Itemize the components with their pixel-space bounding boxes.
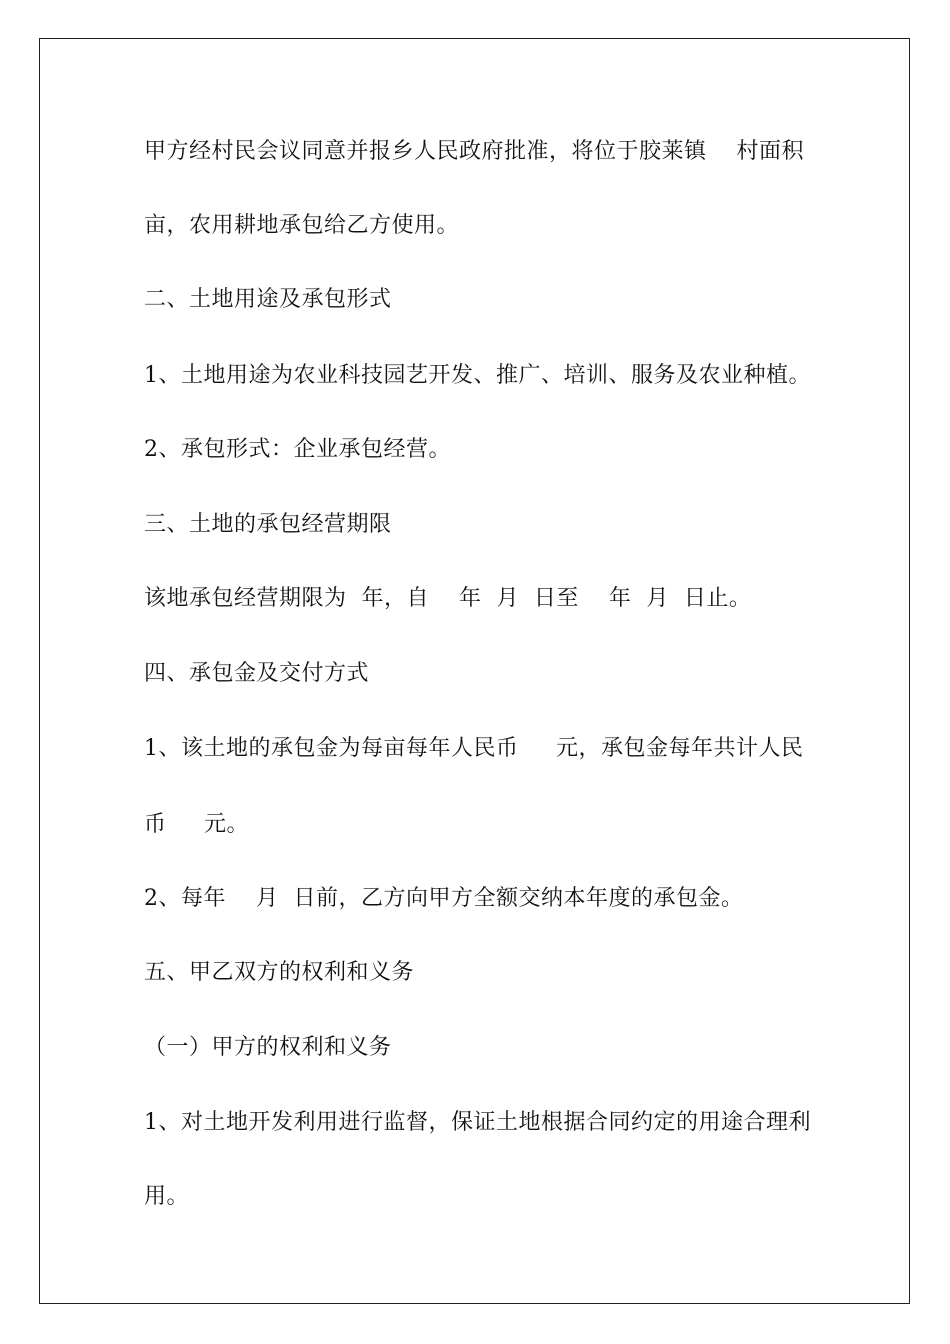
clause-5-1-cont: 用。: [144, 1184, 190, 1209]
clause-4-1: 1、该土地的承包金为每亩每年人民币 元，承包金每年共计人民: [144, 736, 804, 761]
clause-4-2: 2、每年 月 日前，乙方向甲方全额交纳本年度的承包金。: [144, 886, 744, 911]
clause-5-1: 1、对土地开发利用进行监督，保证土地根据合同约定的用途合理利: [144, 1110, 811, 1135]
clause-4-1-cont: 币 元。: [144, 812, 249, 837]
paragraph-land-approval: 甲方经村民会议同意并报乡人民政府批准，将位于胶莱镇 村面积: [144, 139, 804, 164]
heading-section-4: 四、承包金及交付方式: [144, 661, 370, 686]
heading-section-5: 五、甲乙双方的权利和义务: [144, 960, 415, 985]
heading-section-3: 三、土地的承包经营期限: [144, 512, 392, 537]
clause-2-2: 2、承包形式：企业承包经营。: [144, 437, 451, 462]
subheading-party-a: （一）甲方的权利和义务: [144, 1035, 392, 1060]
clause-2-1: 1、土地用途为农业科技园艺开发、推广、培训、服务及农业种植。: [144, 363, 811, 388]
paragraph-land-approval-cont: 亩，农用耕地承包给乙方使用。: [144, 213, 460, 238]
heading-section-2: 二、土地用途及承包形式: [144, 287, 392, 312]
clause-3-term: 该地承包经营期限为 年，自 年 月 日至 年 月 日止。: [144, 586, 752, 611]
